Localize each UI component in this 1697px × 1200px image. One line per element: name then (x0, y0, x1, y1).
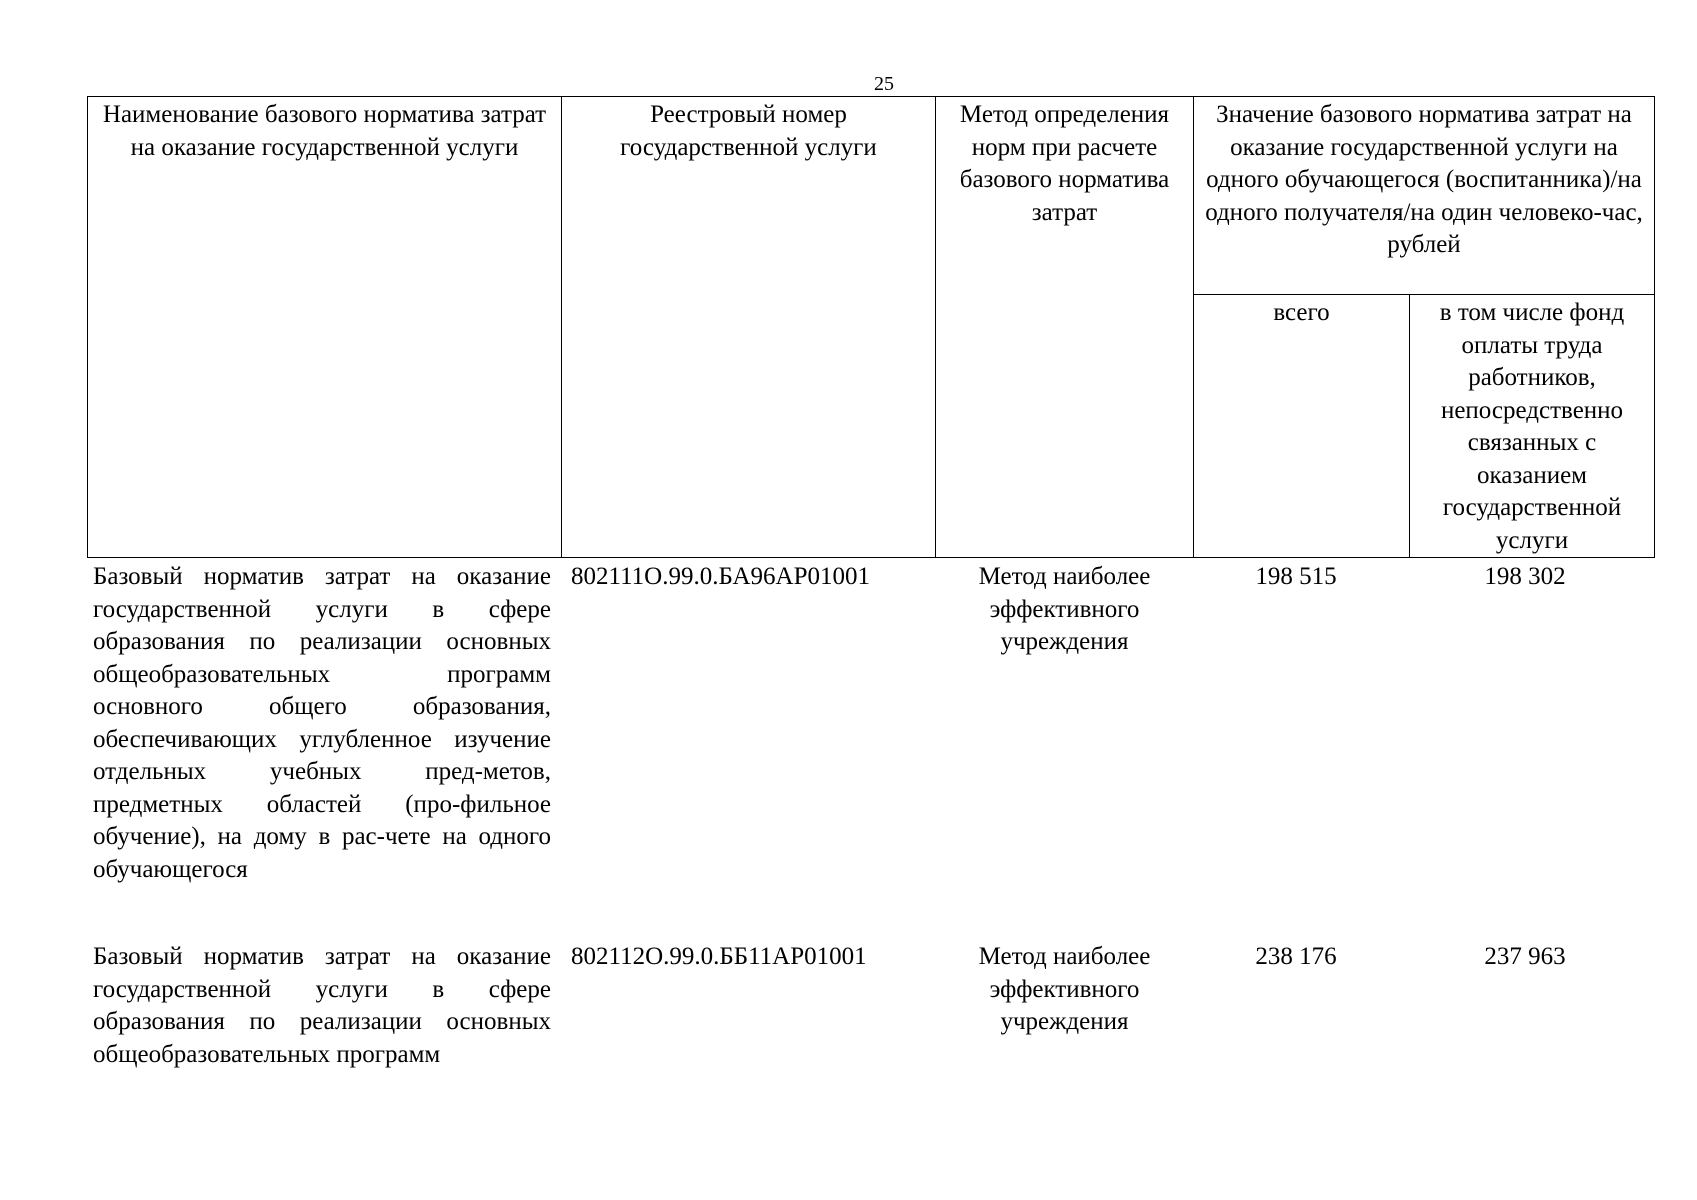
row-registry-number: 802111О.99.0.БА96АР01001 (571, 563, 870, 590)
header-value: Значение базового норматива затрат на оказание государственной услуги на одного обучающегося (воспитанника)/на одного получателя/на один человеко-час, рублей (1194, 97, 1655, 295)
row-method: Метод наиболее эффективного учреждения (978, 563, 1151, 655)
row-method: Метод наиболее эффективного учреждения (978, 943, 1151, 1035)
row-registry-number: 802112О.99.0.ББ11АР01001 (571, 943, 867, 970)
row-wage-fund: 198 302 (1484, 563, 1566, 590)
header-total: всего (1194, 295, 1410, 558)
table-header (87, 96, 1655, 558)
row-name: Базовый норматив затрат на оказание государственной услуги в сфере образования по реализации основных общеобразовательных программ (93, 943, 551, 1068)
header-method: Метод определения норм при расчете базового норматива затрат (936, 97, 1194, 558)
row-total: 238 176 (1255, 943, 1337, 970)
row-total: 198 515 (1255, 563, 1337, 590)
row-name: Базовый норматив затрат на оказание государственной услуги в сфере образования по реализации основных общеобразовательных программ основного общего образования, обеспечивающих углубленное изучение отдельных учебных пред-метов, предметных областей (про-фильное обучение), на дому в рас-чете на одного обучающегося (93, 563, 551, 883)
row-wage-fund: 237 963 (1484, 943, 1566, 970)
page-number: 25 (874, 73, 894, 95)
header-wage-fund: в том числе фонд оплаты труда работников, непосредственно связанных с оказанием государственной услуги (1410, 295, 1655, 558)
header-name: Наименование базового норматива затрат на оказание государственной услуги (88, 97, 562, 558)
header-registry-number: Реестровый номер государственной услуги (562, 97, 936, 558)
